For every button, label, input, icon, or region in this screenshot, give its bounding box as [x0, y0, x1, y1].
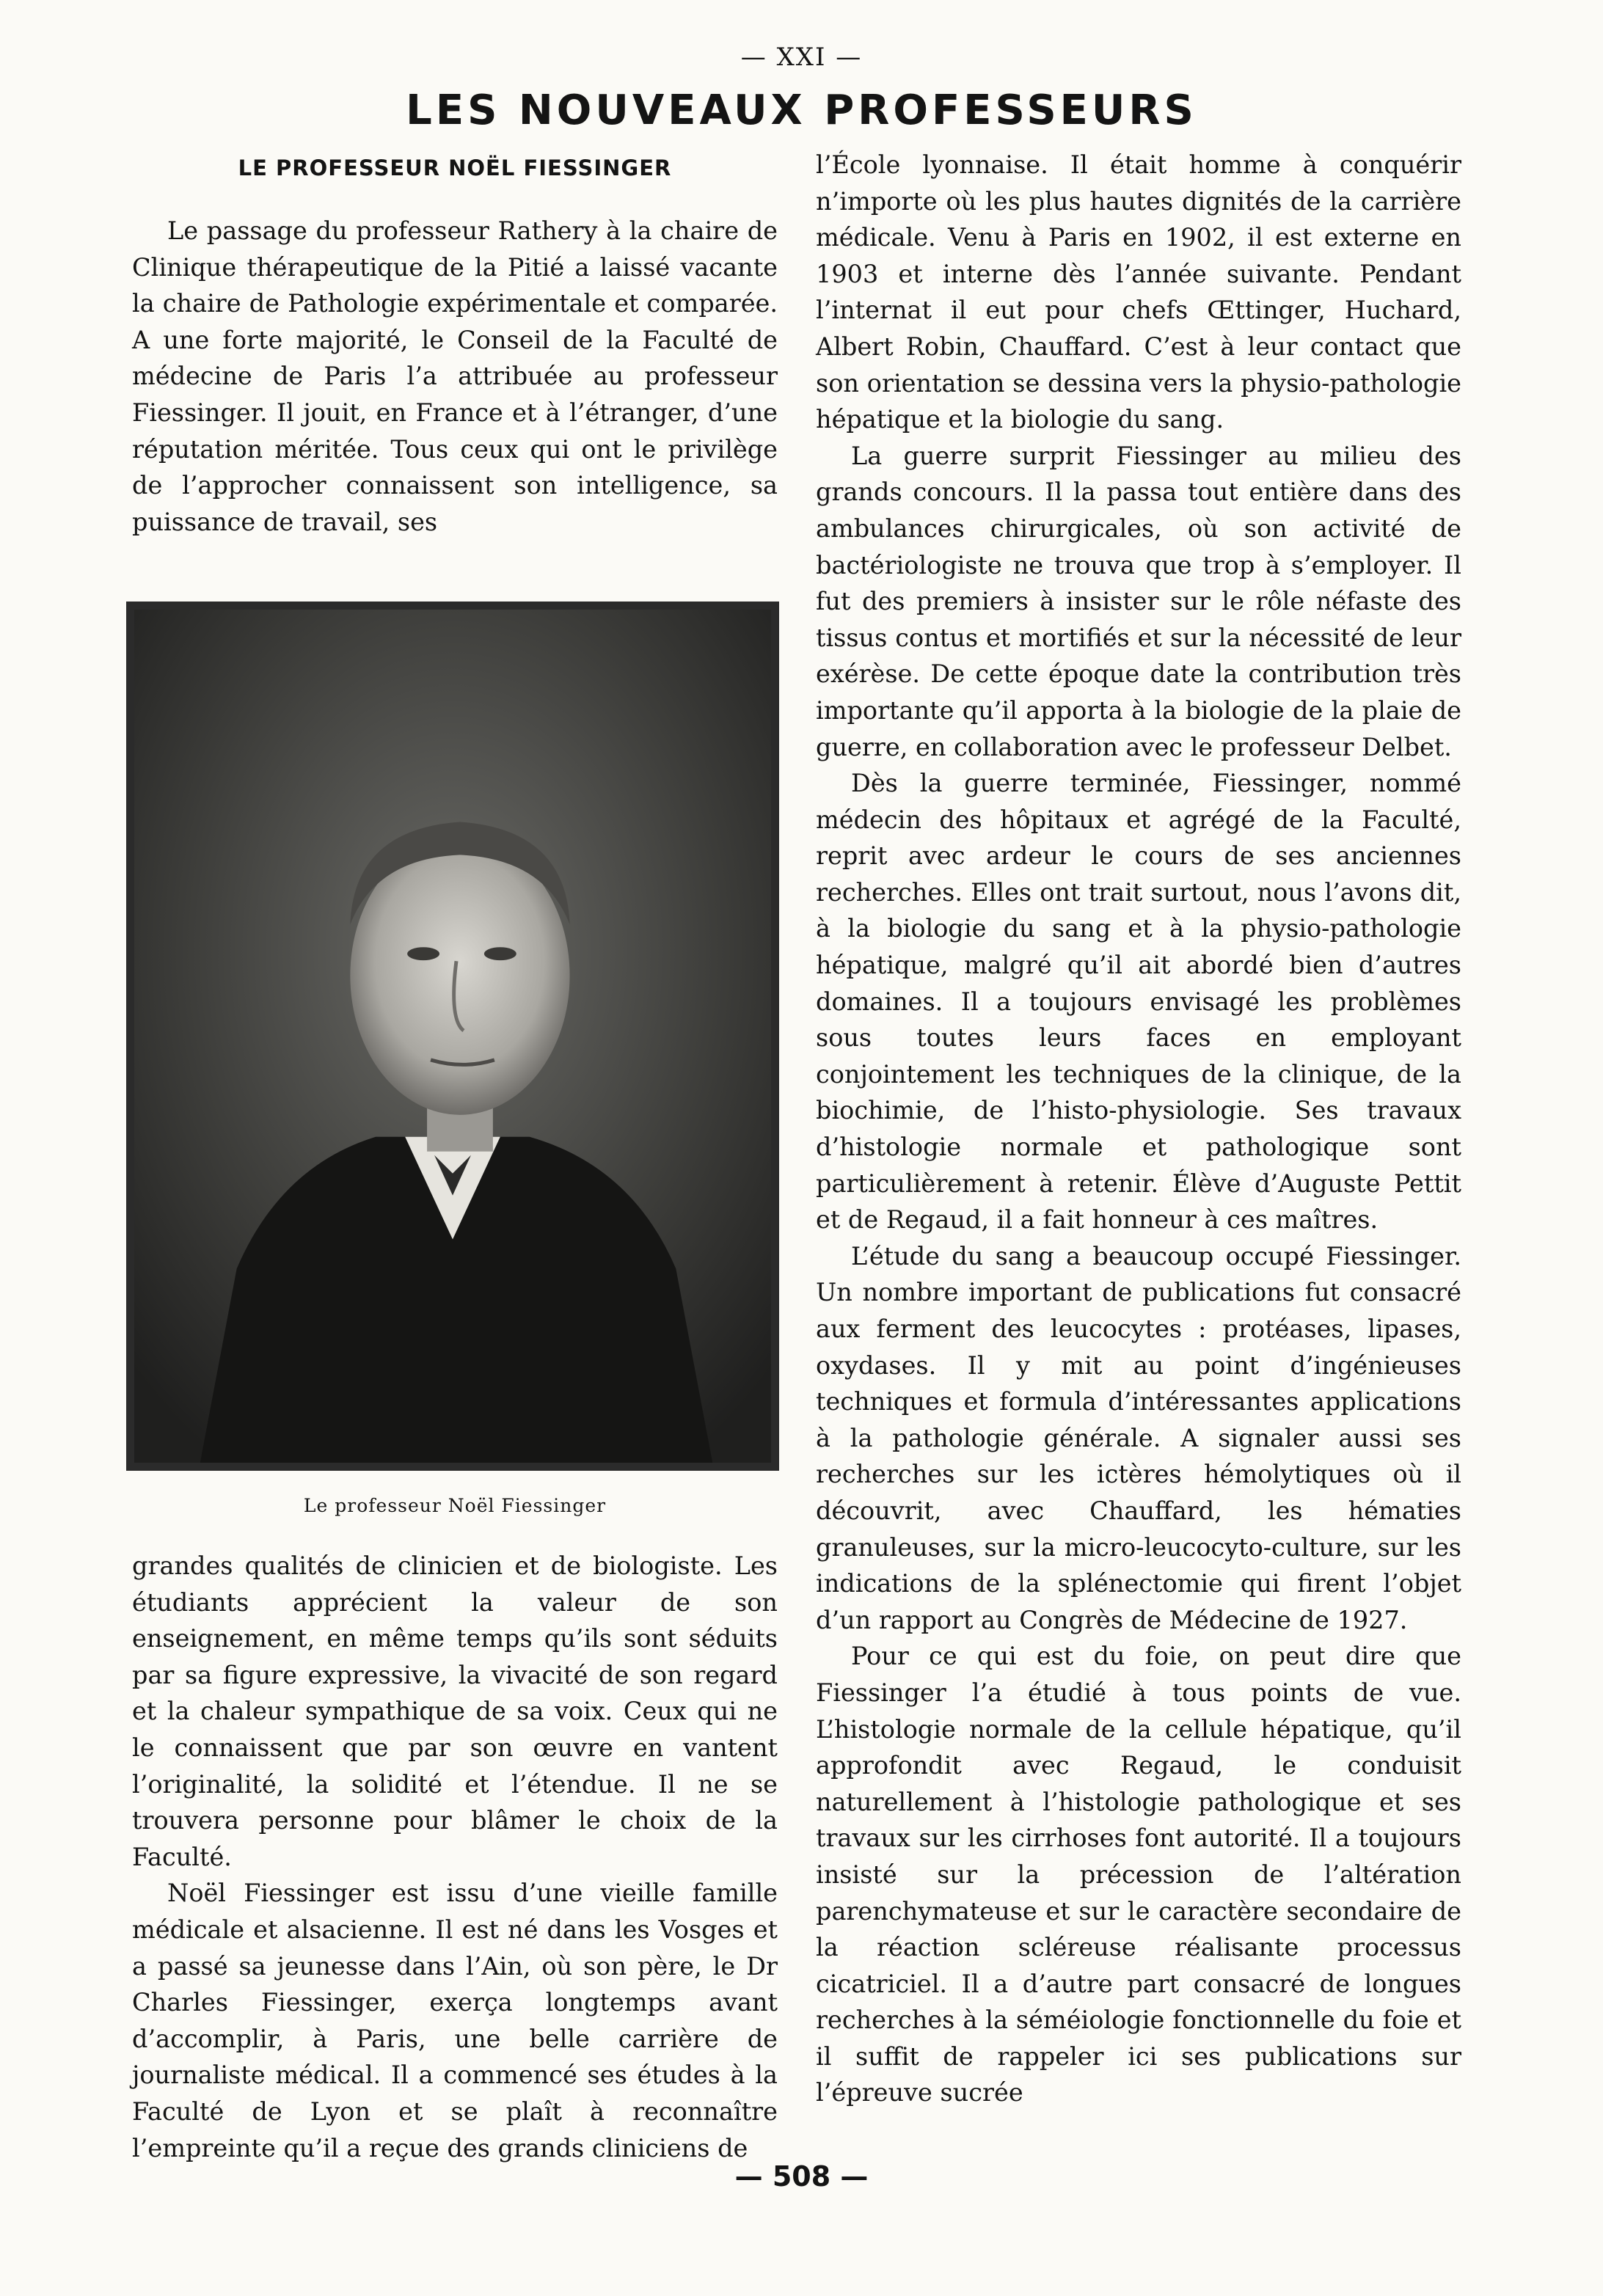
left-column-bottom: [132, 1548, 778, 2166]
paragraph: L’étude du sang a beaucoup occupé Fiessinger. Un nombre important de publications fut consacré aux ferment des leucocytes : protéases, lipases, oxydases. Il y mit au point d’ingénieuses techniques et formula d’intéressantes applications à la pathologie générale. A signaler aussi ses recherches sur les ictères hémolytiques où il découvrit, avec Chauffard, les hématies granuleuses, sur la micro-leucocyto-culture, sur les indications de la splénectomie qui firent l’objet d’un rapport au Congrès de Médecine de 1927.: [816, 1241, 1461, 1634]
paragraph: Le passage du professeur Rathery à la chaire de Clinique thérapeutique de la Pitié a laissé vacante la chaire de Pathologie expérimentale et comparée. A une forte majorité, le Conseil de la Faculté de médecine de Paris l’a attribuée au professeur Fiessinger. Il jouit, en France et à l’étranger, d’une réputation méritée. Tous ceux qui ont le privilège de l’approcher connaissent son intelligence, sa puissance de travail, ses: [132, 216, 778, 536]
paragraph: l’École lyonnaise. Il était homme à conquérir n’importe où les plus hautes dignités de la carrière médicale. Venu à Paris en 1902, il est externe en 1903 et interne dès l’année suivante. Pendant l’internat il eut pour chefs Œttinger, Huchard, Albert Robin, Chauffard. C’est à leur contact que son orientation se dessina vers la physio-pathologie hépatique et la biologie du sang.: [816, 150, 1461, 434]
right-column: [816, 147, 1461, 2111]
paragraph: La guerre surprit Fiessinger au milieu des grands concours. Il la passa tout entière dans des ambulances chirurgicales, où son activité de bactériologiste ne trouva que trop à s’employer. Il fut des premiers à insister sur le rôle néfaste des tissus contus et mortifiés et sur la nécessité de leur exérèse. De cette époque date la contribution très importante qu’il apporta à la biologie de la plaie de guerre, en collaboration avec le professeur Delbet.: [816, 441, 1461, 761]
page-number: — 508 —: [734, 2160, 869, 2193]
paragraph: Dès la guerre terminée, Fiessinger, nommé médecin des hôpitaux et agrégé de la Faculté, reprit avec ardeur le cours de ses anciennes recherches. Elles ont trait surtout, nous l’avons dit, à la biologie du sang et à la physio-pathologie hépatique, malgré qu’il ait abordé bien d’autres domaines. Il a toujours envisagé les problèmes sous toutes leurs faces en employant conjointement les techniques de la clinique, de la biochimie, de l’histo-physiologie. Ses travaux d’histologie normale et pathologique sont particulièrement à retenir. Élève d’Auguste Pettit et de Regaud, il a fait honneur à ces maîtres.: [816, 769, 1461, 1235]
paragraph: Pour ce qui est du foie, on peut dire que Fiessinger l’a étudié à tous points de vue. L’histologie normale de la cellule hépatique, qu’il approfondit avec Regaud, le conduisit naturellement à l’histologie pathologique et ses travaux sur les cirrhoses font autorité. Il a toujours insisté sur la précession de l’altération parenchymateuse et sur le caractère secondaire de la réaction scléreuse réalisante processus cicatriciel. Il a d’autre part consacré de longues recherches à la séméiologie fonctionnelle du foie et il suffit de rappeler ici ses publications sur l’épreuve sucrée: [816, 1642, 1461, 2107]
portrait-image: [134, 610, 771, 1463]
paragraph: Noël Fiessinger est issu d’une vieille famille médicale et alsacienne. Il est né dans les Vosges et a passé sa jeunesse dans l’Ain, où son père, le Dr Charles Fiessinger, exerça longtemps avant d’accomplir, à Paris, une belle carrière de journaliste médical. Il a commencé ses études à la Faculté de Lyon et se plaît à reconnaître l’empreinte qu’il a reçue des grands cliniciens de: [132, 1879, 778, 2162]
paragraph: grandes qualités de clinicien et de biologiste. Les étudiants apprécient la valeur de son enseignement, en même temps qu’ils sont séduits par sa figure expressive, la vivacité de son regard et la chaleur sympathique de sa voix. Ceux qui ne le connaissent que par son œuvre en vantent l’originalité, la solidité et l’étendue. Il ne se trouvera personne pour blâmer le choix de la Faculté.: [132, 1551, 778, 1871]
figure-caption: Le professeur Noël Fiessinger: [303, 1495, 607, 1516]
left-column-top: [132, 213, 778, 540]
article-subtitle: LE PROFESSEUR NOËL FIESSINGER: [238, 156, 672, 180]
portrait-photo: [126, 602, 779, 1471]
section-title: LES NOUVEAUX PROFESSEURS: [406, 87, 1197, 134]
page-folio: — XXI —: [740, 43, 863, 72]
